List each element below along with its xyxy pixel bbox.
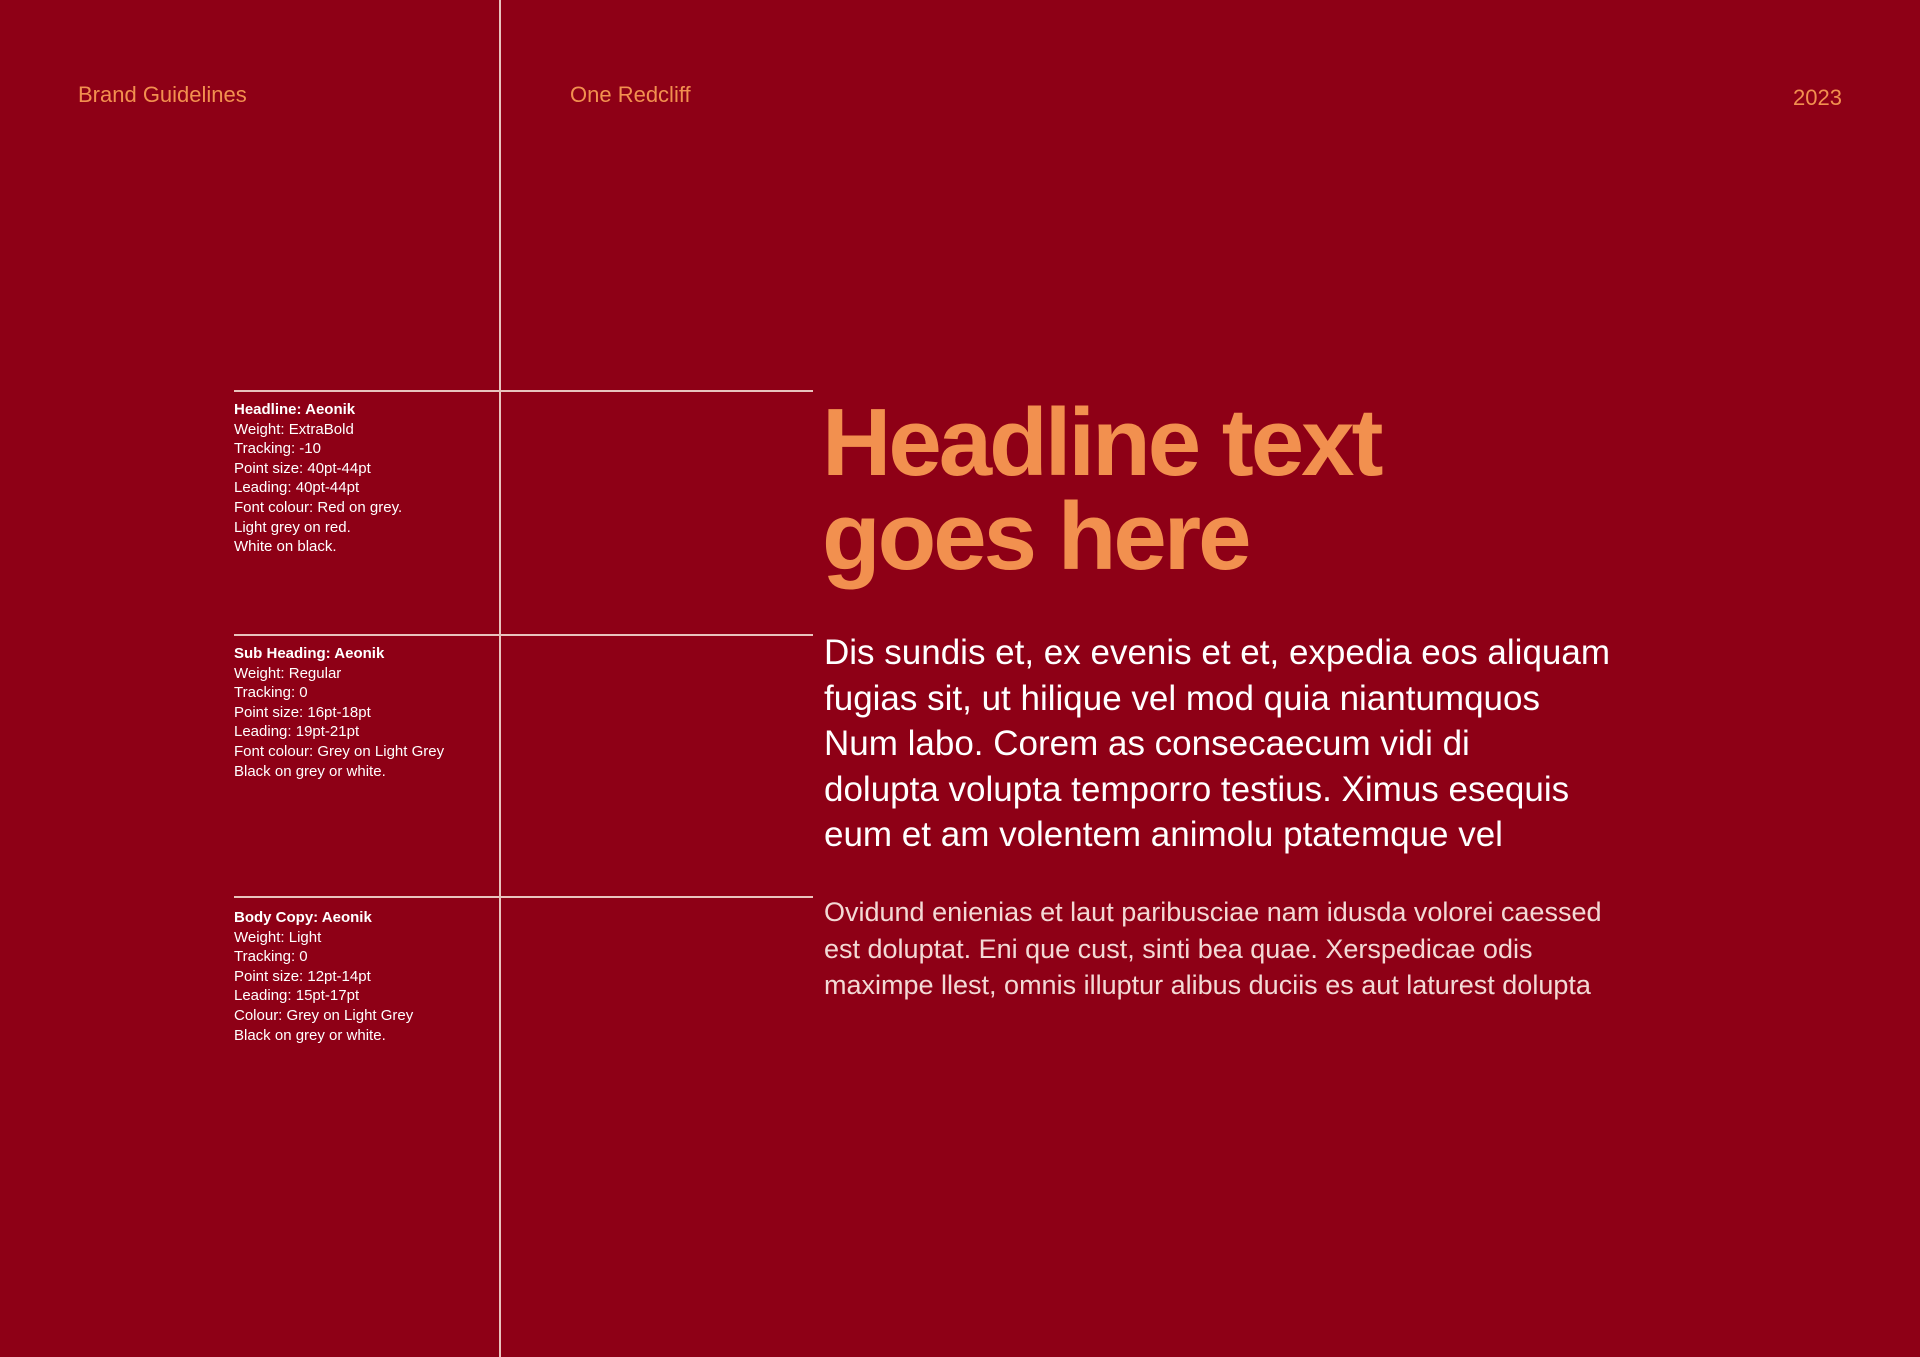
horizontal-rule-body [234, 896, 813, 898]
spec-line: Tracking: 0 [234, 684, 308, 702]
vertical-rule [499, 0, 501, 1357]
spec-line: Font colour: Grey on Light Grey [234, 742, 445, 760]
subheading-line: dolupta volupta temporro testius. Ximus esequis [824, 769, 1570, 809]
spec-line: Weight: ExtraBold [234, 420, 354, 438]
spec-line: Weight: Regular [234, 664, 342, 682]
body-line: est doluptat. Eni que cust, sinti bea quae. Xerspedicae odis [824, 933, 1533, 964]
sample-headline [822, 389, 1722, 590]
subheading-line: fugias sit, ut hilique vel mod quia niantumquos [824, 678, 1540, 718]
subheading-line: Num labo. Corem as consecaecum vidi di [824, 724, 1470, 763]
year-label: 2023 [1793, 85, 1842, 110]
spec-line: Tracking: -10 [234, 440, 321, 458]
body-line: Ovidund enienias et laut paribusciae nam idusda volorei caessed [824, 897, 1602, 927]
sample-body-copy [824, 894, 1724, 1004]
subheading-line: Dis sundis et, ex evenis et et, expedia eos aliquam [824, 633, 1610, 672]
spec-line: Font colour: Red on grey. [234, 498, 403, 516]
headline-spec [234, 400, 474, 557]
spec-line: Light grey on red. [234, 518, 351, 536]
body-copy-spec-title: Body Copy: Aeonik [234, 909, 372, 926]
spec-line: Point size: 16pt-18pt [234, 703, 371, 721]
subheading-spec [234, 644, 474, 781]
spec-line: Weight: Light [234, 928, 322, 946]
spec-line: Black on grey or white. [234, 762, 386, 780]
spec-line: Leading: 40pt-44pt [234, 479, 360, 497]
horizontal-rule-headline [234, 390, 813, 392]
body-line: maximpe llest, omnis illuptur alibus duciis es aut laturest dolupta [824, 970, 1591, 1000]
spec-line: Tracking: 0 [234, 948, 308, 966]
spec-line: Point size: 40pt-44pt [234, 459, 371, 477]
spec-line: Colour: Grey on Light Grey [234, 1006, 414, 1024]
headline-spec-title: Headline: Aeonik [234, 401, 356, 418]
spec-line: Black on grey or white. [234, 1026, 386, 1044]
spec-line: Leading: 15pt-17pt [234, 987, 360, 1005]
spec-line: Leading: 19pt-21pt [234, 723, 360, 741]
subheading-line: eum et am volentem animolu ptatemque vel [824, 815, 1503, 854]
headline-line: Headline text [822, 389, 1381, 496]
headline-line: goes here [822, 483, 1249, 590]
spec-line: White on black. [234, 538, 337, 556]
horizontal-rule-subheading [234, 634, 813, 636]
body-copy-spec [234, 908, 474, 1045]
sample-subheading [824, 630, 1724, 858]
project-name-label: One Redcliff [570, 82, 691, 107]
brand-guidelines-label: Brand Guidelines [78, 82, 247, 107]
spec-line: Point size: 12pt-14pt [234, 967, 371, 985]
subheading-spec-title: Sub Heading: Aeonik [234, 645, 385, 662]
